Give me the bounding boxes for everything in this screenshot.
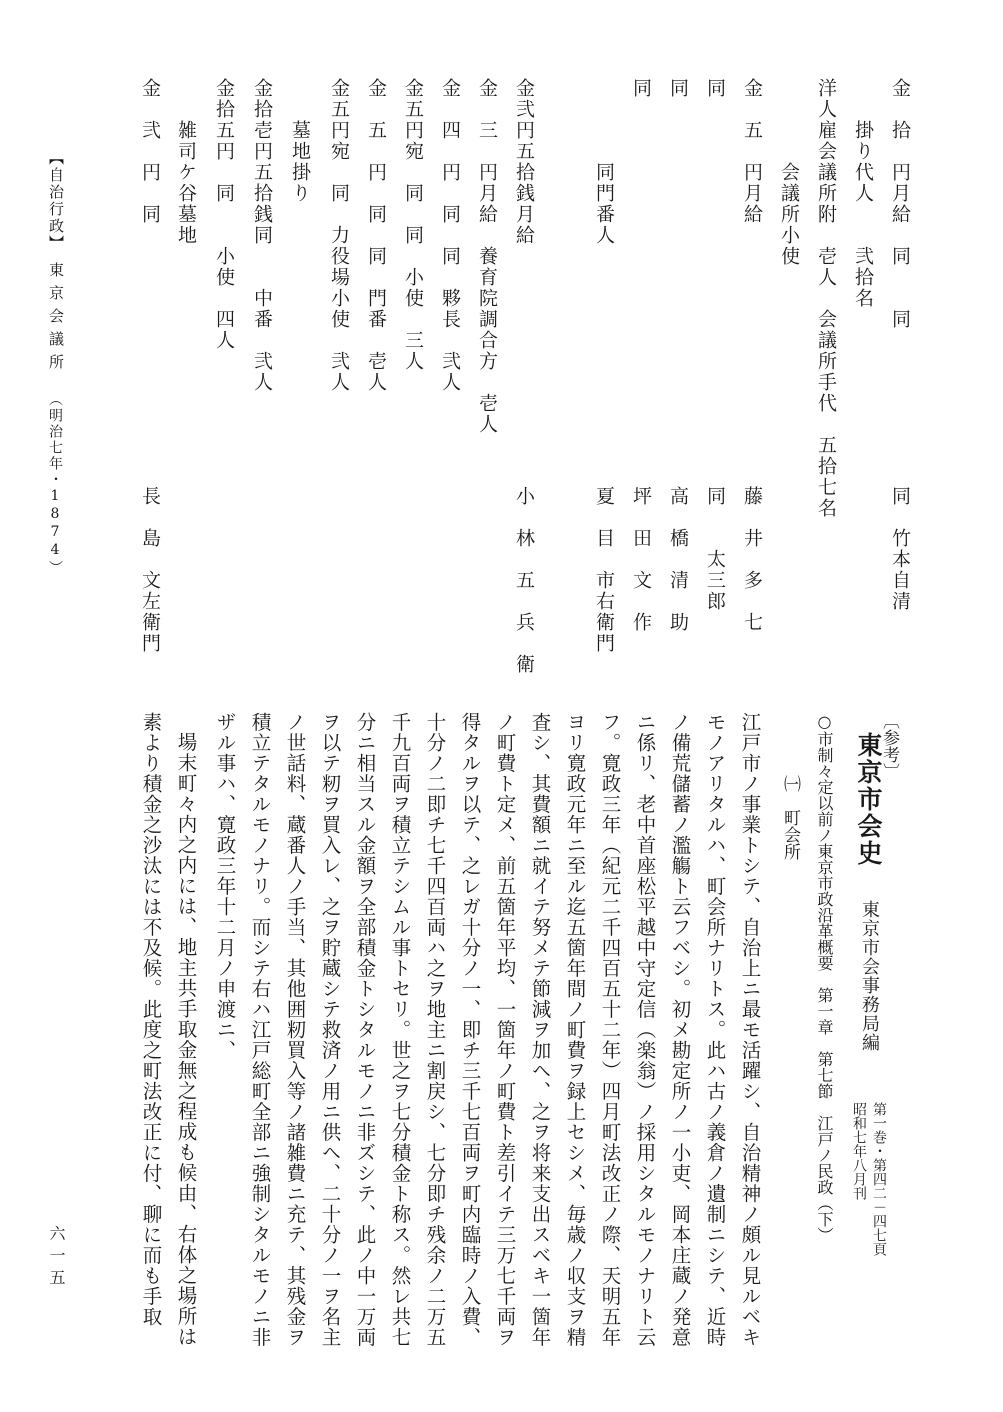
roster-column: 同 [667,78,689,99]
body-line: ノ町費ト定メ、前五箇年平均、一箇年ノ町費ト差引イテ三万七千両ヲ [493,712,517,1348]
roster-column: 金 五 円 同 同 門番 壱人 [365,78,387,393]
book-editor: 東京市会事務局編 [859,900,880,1052]
body-line: ヨリ寛政元年ニ至ル迄五箇年間ノ町費ヲ録上セシメ、毎歳ノ収支ヲ精 [563,712,587,1348]
running-header-label: 【自治行政】 [47,150,65,252]
roster-column: 金 四 円 同 同 夥長 弐人 [439,78,461,393]
body-line: 千九百両ヲ積立テシムル事トセリ。世之ヲ七分積金ト称ス。然レ共七 [388,712,412,1348]
roster-column: 金五円宛 同 力役場小使 弐人 [328,78,350,393]
person-name: 高 橋 清 助 [667,486,689,633]
running-header-era: （明治七年・1874） [47,392,63,576]
person-name: 坪 田 文 作 [630,486,652,633]
roster-column: 同 [630,78,652,99]
body-line: 積立テタルモノナリ。而シテ右ハ江戸総町全部ニ強制シタルモノニ非 [248,712,272,1348]
roster-column: 金拾五円 同 小使 四人 [213,78,235,351]
volume-info: 第一巻・第四二－四七頁 [871,1102,887,1256]
quoted-line: 場末町々内之内には、地主共手取金無之程成も候由、右体之場所は [174,732,198,1347]
body-line: 分ニ相当スル金額ヲ全部積金トシタルモノニ非ズシテ、此ノ中一万両 [353,712,377,1348]
published-date: 昭和七年八月刊 [851,1102,867,1200]
person-name: 同 竹本自清 [889,486,911,612]
body-line: ノ備荒儲蓄ノ濫觴ト云フベシ。初メ勘定所ノ一小吏、岡本庄蔵ノ発意 [668,712,692,1348]
reference-tag: 〔参考〕 [879,712,899,780]
person-name: 長 島 文左衛門 [139,486,161,654]
body-line: ザル事ハ、寛政三年十二月ノ申渡ニ、 [213,712,237,1061]
body-line: フ。寛政三年（紀元二千四百五十二年）四月町法改正ノ際、天明五年 [598,712,622,1348]
roster-column: 金拾壱円五拾銭同 中番 弐人 [251,78,273,393]
roster-column: 金 三 円月給 養育院調合方 壱人 [476,78,498,435]
body-line: 江戸市ノ事業トシテ、自治上ニ最モ活躍シ、自治精神ノ頗ル見ルベキ [738,712,762,1348]
roster-column: 掛り代人 弐拾名 [852,78,874,309]
roster-column: 同門番人 [593,78,615,246]
roster-column: 同 [704,78,726,99]
page-number: 六一五 [47,1225,66,1291]
person-name: 同 太三郎 [704,486,726,612]
roster-column: 金弐円五拾銭月給 [513,78,535,246]
book-title: 東京市会史 [854,732,883,867]
roster-column: 金 拾 円月給 同 同 [889,78,911,330]
roster-column: 金 弐 円 同 [139,78,161,225]
roster-column: 墓地掛り [289,78,311,204]
roster-column: 金五円宛 同 同 小使 三人 [402,78,424,372]
roster-column: 金 五 円月給 [741,78,763,225]
body-line: モノアリタルハ、町会所ナリトス。此ハ古ノ義倉ノ遺制ニシテ、近時 [703,712,727,1348]
body-line: 十分ノ二即チ七千四百両ハ之ヲ地主ニ割戻シ、七分即チ残余ノ二万五 [423,712,447,1348]
body-line: ニ係リ、老中首座松平越中守定信（楽翁）ノ採用シタルモノナリト云 [633,712,657,1348]
section-heading: ㈠ 町会所 [780,775,800,860]
roster-column: 洋人雇会議所附 壱人 会議所手代 五拾七名 [815,78,837,519]
person-name: 藤 井 多 七 [741,486,763,633]
quoted-line: 素より積金之沙汰には不及候。此度之町法改正に付、聊に而も手取 [139,712,163,1327]
person-name: 小 林 五 兵 衛 [513,486,535,675]
roster-column: 雑司ケ谷墓地 [175,78,197,246]
person-name: 夏 目 市右衛門 [593,486,615,654]
body-line: 得タルヲ以テ、之レガ十分ノ一、即チ三千七百両ヲ町内臨時ノ入費、 [458,712,482,1348]
body-line: 査シ、其費額ニ就イテ努メテ節減ヲ加ヘ、之ヲ将来支出スベキ一箇年 [528,712,552,1348]
body-line: ヲ以テ籾ヲ買入レ、之ヲ貯蔵シテ救済ノ用ニ供ヘ、二十分ノ一ヲ名主 [318,712,342,1348]
chapter-heading: ○市制々定以前ノ東京市政沿革概要 第一章 第七節 江戸ノ民政（下） [815,712,834,1243]
running-header-org: 東京会議所 [47,262,65,377]
roster-column: 会議所小使 [778,78,800,267]
body-line: ノ世話料、蔵番人ノ手当、其他囲籾買入等ノ諸雑費ニ充テ、其残金ヲ [283,712,307,1348]
